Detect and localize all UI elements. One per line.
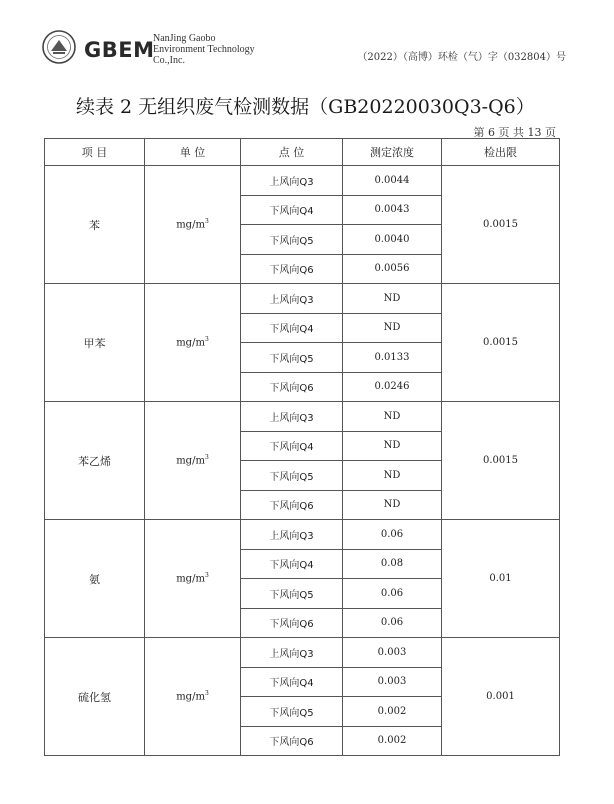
sampling-point: 下风向Q4 bbox=[241, 431, 343, 461]
pollutant-name: 硫化氢 bbox=[45, 638, 145, 756]
concentration-value: 0.08 bbox=[343, 549, 442, 579]
pollutant-name: 苯乙烯 bbox=[45, 402, 145, 520]
company-name bbox=[153, 33, 255, 66]
unit-superscript: 3 bbox=[204, 336, 209, 344]
detection-limit: 0.0015 bbox=[442, 402, 560, 520]
sampling-point: 下风向Q4 bbox=[241, 195, 343, 225]
concentration-value: 0.003 bbox=[343, 667, 442, 697]
unit-cell bbox=[145, 520, 241, 638]
concentration-value: 0.003 bbox=[343, 638, 442, 668]
concentration-value: ND bbox=[343, 490, 442, 520]
concentration-value: ND bbox=[343, 313, 442, 343]
concentration-value: 0.0043 bbox=[343, 195, 442, 225]
header-detection-limit: 检出限 bbox=[442, 139, 560, 166]
concentration-value: ND bbox=[343, 402, 442, 432]
company-name-line: Co.,Inc. bbox=[153, 55, 185, 66]
unit-cell bbox=[145, 284, 241, 402]
page-title: 续表 2 无组织废气检测数据（GB20220030Q3-Q6） bbox=[76, 96, 535, 118]
unit-text: mg/m bbox=[176, 691, 205, 703]
unit-superscript: 3 bbox=[204, 572, 209, 580]
sampling-point: 下风向Q4 bbox=[241, 667, 343, 697]
header-item: 项 目 bbox=[45, 139, 145, 166]
table-body bbox=[45, 166, 560, 756]
unit-cell bbox=[145, 638, 241, 756]
table-row bbox=[45, 402, 560, 432]
company-name-line: NanJing Gaobo bbox=[153, 33, 216, 44]
sampling-point: 上风向Q3 bbox=[241, 284, 343, 314]
pollutant-name: 苯 bbox=[45, 166, 145, 284]
concentration-value: 0.002 bbox=[343, 697, 442, 727]
pollutant-name: 氨 bbox=[45, 520, 145, 638]
concentration-value: 0.0246 bbox=[343, 372, 442, 402]
detection-limit: 0.001 bbox=[442, 638, 560, 756]
unit-text: mg/m bbox=[176, 219, 205, 231]
header-unit: 单 位 bbox=[145, 139, 241, 166]
sampling-point: 上风向Q3 bbox=[241, 166, 343, 196]
concentration-value: 0.06 bbox=[343, 579, 442, 609]
table-row bbox=[45, 284, 560, 314]
header-concentration: 测定浓度 bbox=[343, 139, 442, 166]
sampling-point: 下风向Q6 bbox=[241, 608, 343, 638]
company-name-line: Environment Technology bbox=[153, 44, 255, 55]
unit-text: mg/m bbox=[176, 573, 205, 585]
brand-logo-text: GBEM bbox=[84, 38, 155, 62]
unit-text: mg/m bbox=[176, 337, 205, 349]
sampling-point: 下风向Q5 bbox=[241, 225, 343, 255]
sampling-point: 下风向Q5 bbox=[241, 697, 343, 727]
concentration-value: 0.0056 bbox=[343, 254, 442, 284]
sampling-point: 下风向Q4 bbox=[241, 313, 343, 343]
page-number: 第 6 页 共 13 页 bbox=[473, 126, 556, 139]
sampling-point: 下风向Q5 bbox=[241, 461, 343, 491]
unit-cell bbox=[145, 402, 241, 520]
sampling-point: 下风向Q6 bbox=[241, 726, 343, 756]
concentration-value: 0.06 bbox=[343, 608, 442, 638]
sampling-point: 上风向Q3 bbox=[241, 402, 343, 432]
unit-superscript: 3 bbox=[204, 218, 209, 226]
unit-superscript: 3 bbox=[204, 690, 209, 698]
detection-limit: 0.01 bbox=[442, 520, 560, 638]
table-row bbox=[45, 166, 560, 196]
unit-superscript: 3 bbox=[204, 454, 209, 462]
table-header-row bbox=[45, 139, 560, 166]
concentration-value: ND bbox=[343, 431, 442, 461]
report-number: （2022）（高博）环检（气）字（032804）号 bbox=[357, 52, 566, 63]
sampling-point: 下风向Q6 bbox=[241, 490, 343, 520]
header-point: 点 位 bbox=[241, 139, 343, 166]
sampling-point: 下风向Q6 bbox=[241, 254, 343, 284]
concentration-value: 0.0040 bbox=[343, 225, 442, 255]
sampling-point: 上风向Q3 bbox=[241, 638, 343, 668]
sampling-point: 下风向Q5 bbox=[241, 343, 343, 373]
sampling-point: 下风向Q6 bbox=[241, 372, 343, 402]
data-table bbox=[44, 138, 560, 756]
unit-cell bbox=[145, 166, 241, 284]
company-seal-icon bbox=[42, 30, 76, 64]
detection-limit: 0.0015 bbox=[442, 166, 560, 284]
table-row bbox=[45, 638, 560, 668]
sampling-point: 上风向Q3 bbox=[241, 520, 343, 550]
concentration-value: 0.0133 bbox=[343, 343, 442, 373]
concentration-value: ND bbox=[343, 461, 442, 491]
unit-text: mg/m bbox=[176, 455, 205, 467]
concentration-value: 0.002 bbox=[343, 726, 442, 756]
table-row bbox=[45, 520, 560, 550]
concentration-value: 0.0044 bbox=[343, 166, 442, 196]
concentration-value: 0.06 bbox=[343, 520, 442, 550]
pollutant-name: 甲苯 bbox=[45, 284, 145, 402]
sampling-point: 下风向Q4 bbox=[241, 549, 343, 579]
sampling-point: 下风向Q5 bbox=[241, 579, 343, 609]
detection-limit: 0.0015 bbox=[442, 284, 560, 402]
concentration-value: ND bbox=[343, 284, 442, 314]
